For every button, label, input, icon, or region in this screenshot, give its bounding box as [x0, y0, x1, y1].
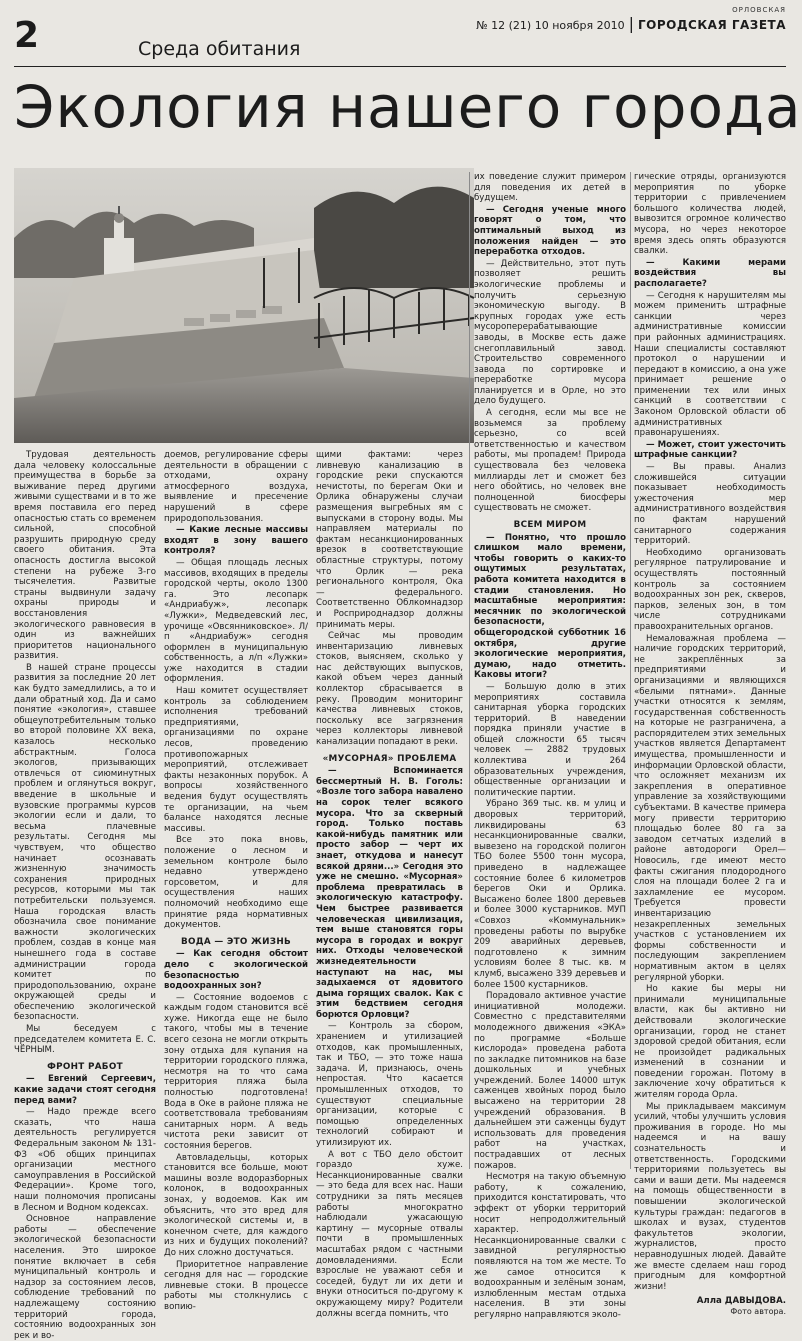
column-divider [630, 172, 631, 1169]
paragraph: доемов, регулирование сферы деятельности в обращении с отходами, охрану атмосферного воздуха, выявление и пресечение нарушений в сфере природопользования. [164, 450, 308, 524]
masthead [476, 6, 786, 33]
paragraph: Необходимо организовать регулярное патрулирование и осуществлять постоянный контроль за состоянием водоохранных зон рек, скверов, парков, зеленых зон, в том числе сотрудниками правоохранительных органов. [634, 547, 786, 632]
paragraph: — Состояние водоемов с каждым годом становится всё хуже. Никогда еще не было такого, чтобы мы в течение всего сезона не могли открыть зону отдыха для купания на территории городского пляжа, несмотря на то что сама территория пляжа была полностью подготовлена! Вода в Оке в районе пляжа не соответствовала требованиям санитарных норм. А ведь чистота реки зависит от состояния берегов. [164, 992, 308, 1151]
paragraph: Сейчас мы проводим инвентаризацию ливневых стоков, выясняем, сколько у нас действующих выпусков, какой объем через данный коллектор сбрасывается в реку. Проводим мониторинг качества ливневых стоков, поскольку все загрязнения через коллекторы ливневой канализации попадают в реки. [316, 631, 463, 748]
subheading: ВСЕМ МИРОМ [513, 520, 587, 530]
author-byline: Алла ДАВЫДОВА. [696, 1296, 786, 1307]
paragraph: Несмотря на такую объемную работу, к сожалению, приходится констатировать, что эффект от уборки территорий носит непродолжительный характер. Несанкционированные свалки с завидной регулярностью появляются на том же месте. То же самое относится к водоохранным и зелёным зонам, излюбленным местам отдыха населения. В эти зоны регулярно направляются эколо- [474, 1172, 626, 1320]
subheading: «МУСОРНАЯ» ПРОБЛЕМА [322, 753, 457, 764]
interview-question: — Может, стоит ужесточить штрафные санкции? [634, 439, 786, 461]
page-number: 2 [14, 15, 40, 56]
article-column-3 [316, 450, 463, 1319]
article-column-1 [14, 450, 156, 1341]
paragraph: гические отряды, организуются мероприятия по уборке территории с привлечением большого количества людей, вывозится огромное количество мусора, но через некоторое время здесь опять образуются свалки. [634, 172, 786, 257]
interview-question: — Как сегодня обстоит дело с экологической безопасностью водоохранных зон? [164, 949, 308, 992]
paper-name: ГОРОДСКАЯ ГАЗЕТА [638, 18, 786, 32]
column-divider [469, 172, 470, 1169]
header-rule [14, 66, 786, 67]
paragraph: Трудовая деятельность дала человеку колоссальные преимущества в борьбе за выживание перед другими живыми существами и в то же время поставила его перед опасностью стать со временем сильной, способной разрушить природную среду своего обитания. Эта опасность достигла высокой степени на рубеже 3-го тысячелетия. Развитые страны выдвинули задачу охраны природы и восстановления экологического равновесия в один из важнейших приоритетов национального развития. [14, 450, 156, 662]
paragraph: — Большую долю в этих мероприятиях составила санитарная уборка городских территорий. В наведении порядка приняли участие в общей сложности 65 тысяч человек — 2882 трудовых коллектива и 264 образовательных учреждения, общественные организации и политические партии. [474, 681, 626, 798]
paragraph: Убрано 369 тыс. кв. м улиц и дворовых территорий, ликвидированы 63 несанкционированные свалки, вывезено на городской полигон ТБО более 5500 тонн мусора, приведено в надлежащее состояние более 6 километров берегов Оки и Орлика. Высажено более 1800 деревьев и более 3000 кустарников. МУП «Совхоз «Коммунальник» проведены работы по вырубке 209 аварийных деревьев, подготовлено к зимним условиям более 8 тыс. кв. м клумб, высажено 339 деревьев и более 1500 кустарников. [474, 799, 626, 990]
article-column-2 [164, 450, 308, 1312]
paragraph: — Вы правы. Анализ сложившейся ситуации показывает необходимость ужесточения мер административного воздействия по фактам нарушений санитарного содержания территорий. [634, 462, 786, 547]
paragraph: — Общая площадь лесных массивов, входящих в пределы городской черты, около 1300 га. Это лесопарк «Андриабуж», лесопарк «Лужки», Медведевский лес, урочище «Овсянниковское». Л/п «Андриабуж» сегодня оформлен в муниципальную собственность, а л/п «Лужки» уже находится в стадии оформления. [164, 557, 308, 685]
subheading: ВОДА — ЭТО ЖИЗНЬ [181, 936, 291, 947]
interview-question: — Сегодня ученые много говорят о том, что оптимальный выход из положения найден — это переработка отходов. [474, 204, 626, 258]
paragraph: — Действительно, этот путь позволяет решить экологические проблемы и получить серьезную экономическую выгоду. В крупных городах уже есть мусороперерабатывающие заводы, в Москве есть даже снегоплавильный завод. Строительство современного завода по сортировке и переработке мусора планируется и в Орле, но это дело будущего. [474, 258, 626, 407]
article-headline: Экология нашего города [14, 73, 802, 141]
paragraph: Немаловажная проблема — наличие городских территорий, не закреплённых за предприятиями и организациями и являющихся «белыми пятнами». Данные участки относятся к землям, государственная собственность на которые не разграничена, а распорядителем этих земельных участков является Департамент имущества, промышленности и информации Орловской области, что осложняет механизм их закрепления в оперативное управление за хозяйствующими субъектами. В качестве примера могу привести территорию площадью более 80 га за заводом сетчатых изделий в районе автодороги Орел—Новосиль, где имеют место факты сжигания плодородного слоя на площади более 2 га и захламление ее мусором. Требуется провести инвентаризацию незакрепленных земельных участков с установлением их формы собственности и последующим закреплением нормативным актом в целях регулярной уборки. [634, 633, 786, 983]
interview-question: — Евгений Сергеевич, какие задачи стоят сегодня перед вами? [14, 1074, 156, 1106]
masthead-separator: | [628, 14, 635, 33]
paragraph: — Контроль за сбором, хранением и утилизацией отходов, как промышленных, так и ТБО, — это тоже наша задача. И, признаюсь, очень непростая. Что касается промышленных отходов, то существуют специальные организации, которые с помощью определенных технологий собирают и утилизируют их. [316, 1021, 463, 1148]
photo-credit: Фото автора. [730, 1306, 786, 1316]
article-photo [14, 168, 474, 443]
section-rubric: Среда обитания [138, 38, 301, 60]
paragraph: — Сегодня к нарушителям мы можем применить штрафные санкции через административные комиссии при районных администрациях. Наши специалисты составляют протокол о нарушении и передают в комиссию, а она уже принимает решение о применении тех или иных санкций в соответствии с Законом Орловской области об административных правонарушениях. [634, 290, 786, 439]
paragraph: Основное направление работы — обеспечение экологической безопасности населения. Это широкое понятие включает в себя муниципальный контроль и надзор за состоянием лесов, соблюдение требований по надлежащему состоянию территорий города, состоянию водоохранных зон рек и во- [14, 1214, 156, 1341]
paragraph: А сегодня, если мы все не возьмемся за проблему серьезно, со всей ответственностью и качеством работы, мы пропадем! Природа существовала без человека миллиарды лет и сможет без него обойтись, но человек вне полноценной биосферы существовать не сможет. [474, 408, 626, 514]
embankment-photo-illustration [14, 168, 474, 443]
paragraph: Порадовало активное участие инициативной молодежи. Совместно с представителями молодежного движения «ЭКА» по программе «Больше кислорода» проведена работа по закладке питомников на базе дошкольных и учебных учреждений. Более 14000 штук саженцев хвойных пород было высажено на территории 28 учреждений образования. В дальнейшем эти саженцы будут использовать для проведения работ на участках, пострадавших от лесных пожаров. [474, 991, 626, 1171]
paragraph: Но какие бы меры ни принимали муниципальные власти, как бы активно ни действовали экологические организации, город не станет здоровой средой обитания, если не произойдет радикальных изменений в сознании и поведении горожан. Потому в заключение хочу обратиться к жителям города Орла. [634, 984, 786, 1101]
subheading: ФРОНТ РАБОТ [47, 1061, 123, 1072]
interview-question: — Понятно, что прошло слишком мало времени, чтобы говорить о каких-то ощутимых результатах, работа комитета находится в стадии становления. Но масштабные мероприятия: месячник по экологической безопасности, общегородской субботник 16 октября, другие экологические мероприятия, думаю, надо отметить. Каковы итоги? [474, 532, 626, 681]
paragraph: их поведение служит примером для поведения их детей в будущем. [474, 172, 626, 204]
paragraph: Все это пока вновь, положение о лесном и земельном контроле было недавно утверждено горсоветом, и для осуществления наших полномочий необходимо еще принятие ряда нормативных документов. [164, 835, 308, 931]
paragraph: В нашей стране процессы развития за последние 20 лет как будто замедлились, а то и дали обратный ход. Да и само понятие «экология», ставшее общеупотребительным только во второй половине XX века, казалось несколько абстрактным. Голоса экологов, призывающих отвлечься от сиюминутных проблем и оглянуться вокруг, введение в школьные и вузовские программы курсов экологии если и дали, то весьма плачевные результаты. Сегодня мы чувствуем, что общество начинает осознавать жизненную значимость сохранения природных ресурсов, которыми мы так потребительски пользуемся. Наша городская власть обозначила свое понимание важности экологических проблем, создав в конце мая нынешнего года в составе администрации города комитет по природопользованию, охране окружающей среды и обеспечению экологической безопасности. [14, 662, 156, 1023]
paragraph: Мы беседуем с председателем комитета Е. С. ЧЁРНЫМ. [14, 1024, 156, 1056]
issue-info: № 12 (21) 10 ноября 2010 [476, 19, 625, 32]
paragraph: Приоритетное направление сегодня для нас — городские ливневые стоки. В процессе работы мы столкнулись с вопию- [164, 1259, 308, 1312]
paragraph: Автовладельцы, которых становится все больше, моют машины возле водоразборных колонок, в водоохранных зонах, у водоемов. Как им объяснить, что это вред для экологической системы и, в конечном счете, для каждого из них и будущих поколений? До них сложно достучаться. [164, 1152, 308, 1258]
interview-question: — Вспоминается бессмертный Н. В. Гоголь: «Возле того забора навалено на сорок телег всякого мусора. Что за скверный город. Только поставь какой-нибудь памятник или просто забор — черт их знает, откудова и нанесут всякой дряни...» Сегодня это уже не смешно. «Мусорная» проблема превратилась в экологическую катастрофу. Чем быстрее развивается человеческая цивилизация, тем выше становятся горы мусора в городах и вокруг них. Отходы человеческой жизнедеятельности наступают на нас, мы задыхаемся от ядовитого дыма горящих свалок. Как с этим бедствием сегодня борются Орловци? [316, 766, 463, 1020]
paragraph: — Надо прежде всего сказать, что наша деятельность регулируется Федеральным законом № 131-ФЗ «Об общих принципах организации местного самоуправления в Российской Федерации». Кроме того, наши полномочия прописаны в Лесном и Водном кодексах. [14, 1107, 156, 1213]
article-column-5 [634, 172, 786, 1316]
paragraph: Мы прикладываем максимум усилий, чтобы улучшить условия проживания в городе. Но мы надеемся и на вашу сознательность и ответственность. Городскими территориями пользуетесь вы сами и ваши дети. Мы надеемся на помощь общественности в повышении экологической культуры граждан: педагогов в школах и вузах, студентов факультетов экологии, журналистов, просто неравнодушных людей. Давайте же вместе сделаем наш город пригодным для комфортной жизни! [634, 1101, 786, 1292]
article-column-4 [474, 172, 626, 1320]
paragraph: Наш комитет осуществляет контроль за соблюдением исполнения требований предприятиями, организациями по охране лесов, проведению противопожарных мероприятий, отслеживает факты незаконных порубок. А вопросы хозяйственного ведения будут осуществлять те организации, на чьем балансе находятся лесные массивы. [164, 686, 308, 834]
masthead-region: ОРЛОВСКАЯ [732, 6, 786, 14]
interview-question: — Какие лесные массивы входят в зону вашего контроля? [164, 525, 308, 557]
interview-question: — Какими мерами воздействия вы располагаете? [634, 257, 786, 289]
paragraph: щими фактами: через ливневую канализацию в городские реки спускаются нечистоты, по берегам Оки и Орлика обнаружены случаи размещения выгребных ям с выпусками в сторону воды. Мы направляем материалы по фактам несанкционированных врезок в соответствующие областные структуры, потому что Орлик — река регионального контроля, Ока — федерального. Соответственно Облкомнадзор и Росприроднадзор должны принимать меры. [316, 450, 463, 630]
paragraph: А вот с ТБО дело обстоит гораздо хуже. Несанкционированные свалки — это беда для всех нас. Наши сотрудники за пять месяцев работы многократно наблюдали ужасающую картину — мусорные отвалы почти в промышленных масштабах рядом с частными домовладениями. Если взрослые не уважают себя и соседей, будут ли их дети и внуки относиться по-другому к окружающему миру? Родители должны всегда помнить, что [316, 1149, 463, 1319]
